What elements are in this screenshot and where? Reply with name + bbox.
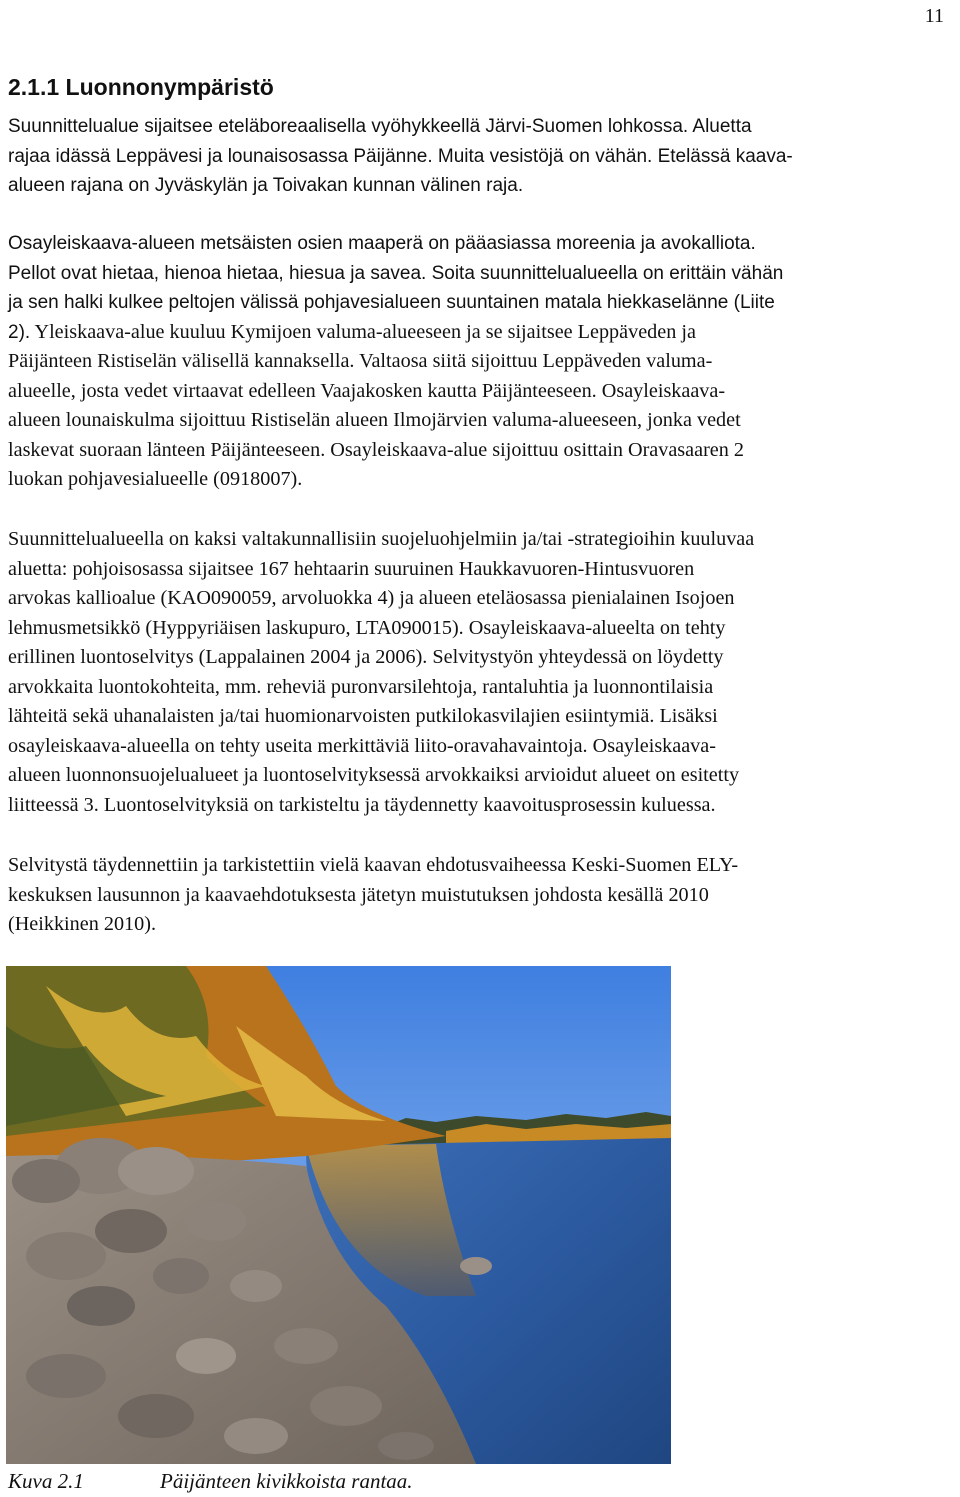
paragraph-soil-water (8, 229, 954, 495)
paragraph-water-text: Yleiskaava-alue kuuluu Kymijoen valuma-alueeseen ja se sijaitsee Leppäveden ja Päijänteen Ristiselän välisellä kannaksella. Valtaosa siitä sijoittuu Leppäveden valuma- alueelle, josta vedet virtaavat edelleen Vaajakosken kautta Päijänteeseen. Osayleiskaava- alueen lounaiskulma sijoittuu Ristiselän alueen Ilmojärvien valuma-alueeseen, jonka vedet laskevat suoraan länteen Päijänteeseen. Osayleiskaava-alue sijoittuu osittain Oravasaaren 2 luokan pohjavesialueelle (0918007). (8, 320, 745, 490)
page-number: 11 (924, 5, 944, 27)
section-heading: 2.1.1 Luonnonympäristö (8, 74, 274, 100)
lakeshore-photo (6, 966, 671, 1464)
paragraph-supplement: Selvitystä täydennettiin ja tarkistettiin vielä kaavan ehdotusvaiheessa Keski-Suomen ELY- keskuksen lausunnon ja kaavaehdotuksesta jätetyn muistutuksen johdosta kesällä 2010 (Heikkinen 2010). (8, 854, 739, 935)
paragraph-location: Suunnittelualue sijaitsee eteläboreaalisella vyöhykkeellä Järvi-Suomen lohkossa. Aluetta rajaa idässä Leppävesi ja lounaisosassa Päijänne. Muita vesistöjä on vähän. Etelässä kaava- alueen rajana on Jyväskylän ja Toivakan kunnan välinen raja. (8, 116, 793, 196)
paragraph-soil-text: Osayleiskaava-alueen metsäisten osien maaperä on pääasiassa moreenia ja avokalliota. Pellot ovat hietaa, hienoa hietaa, hiesua ja savea. Soita suunnittelualueella on erittäin vähän ja sen halki kulkee peltojen välissä pohjavesialueen suuntainen matala hiekkaselänne (Liite 2). (8, 233, 784, 343)
figure-caption-text: Päijänteen kivikkoista rantaa. (160, 1469, 413, 1493)
lakeshore-illustration (6, 966, 671, 1464)
paragraph-protection: Suunnittelualueella on kaksi valtakunnallisiin suojeluohjelmiin ja/tai -strategioihin kuuluvaa aluetta: pohjoisosassa sijaitsee 167 hehtaarin suuruinen Haukkavuoren-Hintusvuoren arvokas kallioalue (KAO090059, arvoluokka 4) ja alueen eteläosassa pienialainen Isojoen lehmusmetsikkö (Hyppyriäisen laskupuro, LTA090015). Osayleiskaava-alueelta on tehty erillinen luontoselvitys (Lappalainen 2004 ja 2006). Selvitystyön yhteydessä on löydetty arvokkaita luontokohteita, mm. reheviä puronvarsilehtoja, rantaluhtia ja luonnontilaisia lähteitä sekä uhanalaisten ja/tai huomionarvoisten putkilokasvilajien esiintymiä. Lisäksi osayleiskaava-alueella on tehty useita merkittäviä liito-oravahavaintoja. Osayleiskaava- alueen luonnonsuojelualueet ja luontoselvityksessä arvokkaiksi arvioidut alueet on esitetty liitteessä 3. Luontoselvityksiä on tarkisteltu ja täydennetty kaavoitusprosessin kuluessa. (8, 528, 755, 816)
figure-number: Kuva 2.1 (8, 1469, 84, 1493)
figure-caption (8, 1467, 413, 1495)
